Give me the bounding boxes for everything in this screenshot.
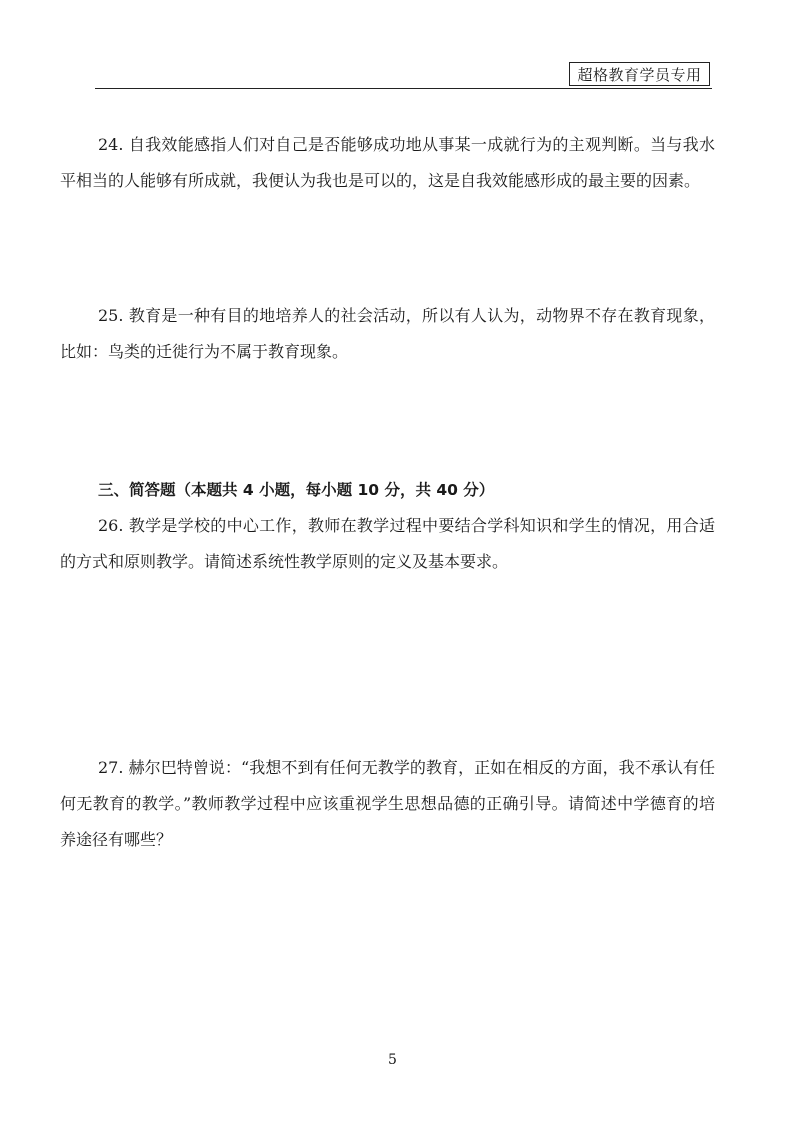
question-24: 24. 自我效能感指人们对自己是否能够成功地从事某一成就行为的主观判断。当与我水平相当的人能够有所成就，我便认为我也是可以的，这是自我效能感形成的最主要的因素。: [60, 135, 715, 190]
question-25: 25. 教育是一种有目的地培养人的社会活动，所以有人认为，动物界不存在教育现象，比如：鸟类的迁徙行为不属于教育现象。: [60, 306, 715, 361]
section-heading: 三、简答题（本题共 4 小题，每小题 10 分，共 40 分）: [98, 481, 495, 499]
question-27: 27. 赫尔巴特曾说：“我想不到有任何无教学的教育，正如在相反的方面，我不承认有任何无教育的教学。”教师教学过程中应该重视学生思想品德的正确引导。请简述中学德育的培养途径有哪些？: [60, 758, 715, 849]
header-badge: 超格教育学员专用: [569, 62, 710, 86]
page-number: 5: [388, 1052, 397, 1068]
header-rule: [95, 88, 712, 89]
question-26: 26. 教学是学校的中心工作，教师在教学过程中要结合学科知识和学生的情况，用合适的方式和原则教学。请简述系统性教学原则的定义及基本要求。: [60, 516, 715, 571]
